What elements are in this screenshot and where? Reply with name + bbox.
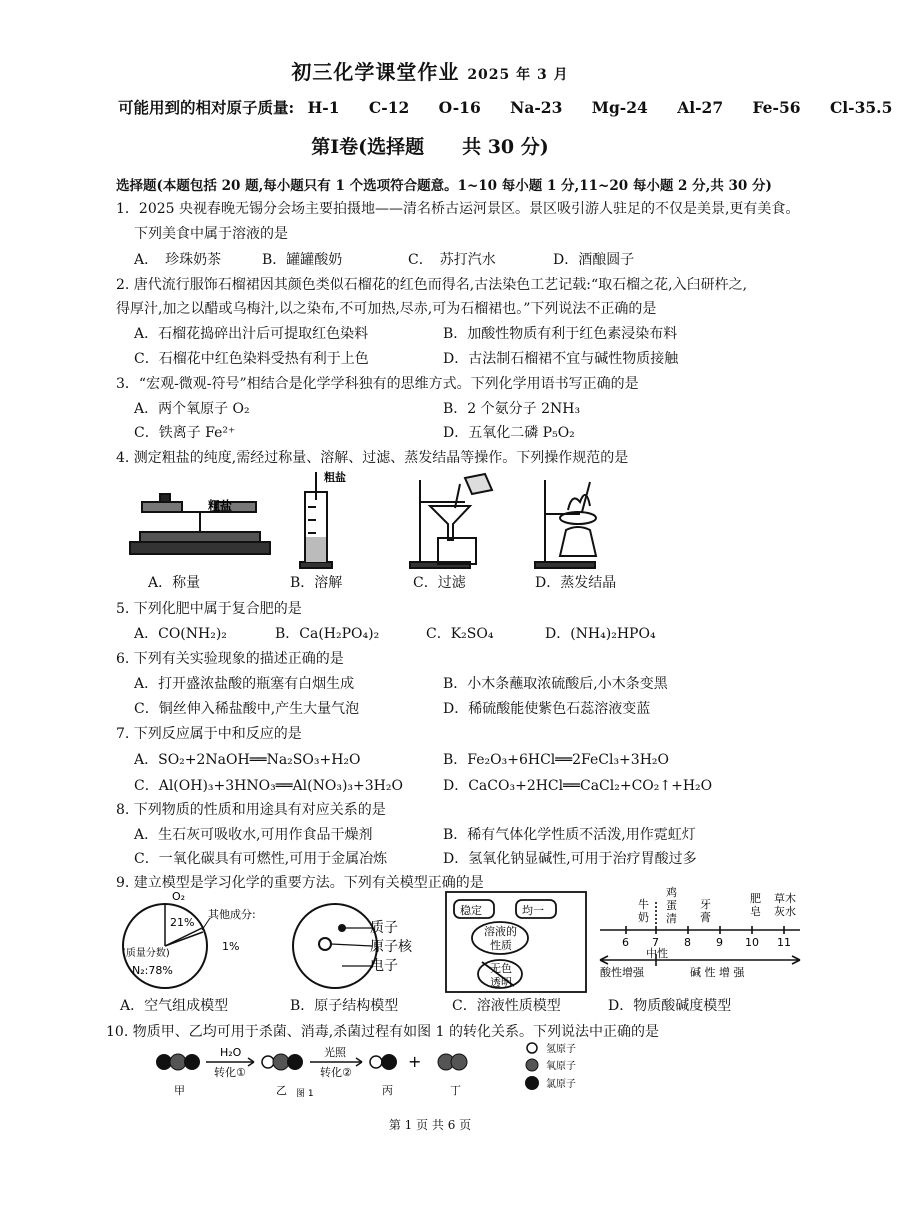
q6-stem: 6. 下列有关实验现象的描述正确的是 bbox=[116, 651, 344, 667]
q8-option-c[interactable]: C．一氧化碳具有可燃性,可用于金属冶炼 bbox=[134, 851, 388, 867]
air-label-other: 其他成分: bbox=[208, 908, 256, 921]
label-yi: 乙 bbox=[276, 1084, 287, 1097]
legend-hydrogen: 氢原子 bbox=[546, 1044, 576, 1055]
ph-label-ash1: 草木 bbox=[774, 892, 796, 905]
ph-label-paste2: 膏 bbox=[700, 911, 711, 924]
atom-label-proton: 质子 bbox=[370, 920, 398, 936]
arrow2-label-bottom: 转化② bbox=[320, 1066, 352, 1079]
solution-label-stable: 稳定 bbox=[460, 904, 482, 917]
q5-option-c[interactable]: C．K₂SO₄ bbox=[426, 626, 494, 642]
q7-option-a[interactable]: A．SO₂+2NaOH══Na₂SO₃+H₂O bbox=[134, 752, 361, 768]
ph-tick-10: 10 bbox=[745, 936, 759, 949]
mass-item: Cl-35.5 bbox=[829, 98, 893, 117]
q1-stem-line1: 1．2025 央视春晚无锡分会场主要拍摄地——清名桥古运河景区。景区吸引游人驻足的不仅是美景,更有美食。 bbox=[116, 201, 800, 217]
q7-stem: 7. 下列反应属于中和反应的是 bbox=[116, 726, 302, 742]
q4-stem: 4. 测定粗盐的纯度,需经过称量、溶解、过滤、蒸发结晶等操作。下列操作规范的是 bbox=[116, 450, 629, 466]
q2-stem-line2: 得厚汁,加之以醋或乌梅汁,以之染布,不可加热,尽赤,可为石榴裙也。”下列说法不正确的是 bbox=[116, 301, 657, 317]
q9-option-b[interactable]: B．原子结构模型 bbox=[290, 998, 399, 1014]
title-date: 2025 年 3 月 bbox=[467, 67, 569, 83]
q8-option-d[interactable]: D．氢氧化钠显碱性,可用于治疗胃酸过多 bbox=[443, 851, 697, 867]
ph-tick-7: 7 bbox=[652, 936, 659, 949]
molecule-jia bbox=[156, 1054, 200, 1070]
solution-label-prop1: 溶液的 bbox=[484, 925, 517, 938]
q1-option-a[interactable]: A． 珍珠奶茶 bbox=[134, 252, 222, 268]
atom-label-electron: 电子 bbox=[370, 958, 398, 974]
title-text: 初三化学课堂作业 bbox=[291, 60, 460, 84]
air-label-21: 21% bbox=[170, 916, 195, 929]
q5-option-b[interactable]: B．Ca(H₂PO₄)₂ bbox=[275, 626, 380, 642]
mass-item: C-12 bbox=[368, 98, 410, 117]
legend-oxygen: 氧原子 bbox=[546, 1061, 576, 1072]
q3-stem: 3．“宏观-微观-符号”相结合是化学学科独有的思维方式。下列化学用语书写正确的是 bbox=[116, 376, 639, 392]
q5-option-d[interactable]: D．(NH₄)₂HPO₄ bbox=[545, 626, 656, 642]
ph-label-paste1: 牙 bbox=[700, 898, 711, 911]
q6-option-a[interactable]: A．打开盛浓盐酸的瓶塞有白烟生成 bbox=[134, 676, 355, 692]
ph-label-acid: 酸性增强 bbox=[600, 966, 644, 979]
arrow2-label-top: 光照 bbox=[324, 1046, 346, 1059]
figure-caption: 图 1 bbox=[296, 1089, 314, 1099]
instructions: 选择题(本题包括 20 题,每小题只有 1 个选项符合题意。1~10 每小题 1 分,11~20 每小题 2 分,共 30 分) bbox=[116, 178, 772, 194]
cylinder-figure bbox=[300, 472, 332, 568]
ph-label-ash2: 灰水 bbox=[774, 905, 796, 918]
mass-item: O-16 bbox=[438, 98, 481, 117]
q9-option-a[interactable]: A．空气组成模型 bbox=[120, 998, 229, 1014]
q5-option-a[interactable]: A．CO(NH₂)₂ bbox=[134, 626, 227, 642]
mass-item: Mg-24 bbox=[591, 98, 648, 117]
q4-label-crude-salt-b: 粗盐 bbox=[324, 471, 346, 484]
q6-option-b[interactable]: B．小木条蘸取浓硫酸后,小木条变黑 bbox=[443, 676, 668, 692]
atom-legend bbox=[525, 1043, 539, 1090]
q4-option-d[interactable]: D．蒸发结晶 bbox=[535, 575, 617, 591]
q7-option-d[interactable]: D．CaCO₃+2HCl══CaCl₂+CO₂↑+H₂O bbox=[443, 778, 713, 794]
q1-option-c[interactable]: C． 苏打汽水 bbox=[408, 252, 496, 268]
mass-item: Na-23 bbox=[510, 98, 563, 117]
ph-label-egg3: 清 bbox=[666, 912, 677, 925]
q2-option-c[interactable]: C．石榴花中红色染料受热有利于上色 bbox=[134, 351, 369, 367]
q5-stem: 5. 下列化肥中属于复合肥的是 bbox=[116, 601, 302, 617]
q8-option-a[interactable]: A．生石灰可吸收水,可用作食品干燥剂 bbox=[134, 827, 373, 843]
molecule-yi bbox=[262, 1054, 303, 1070]
ph-label-egg2: 蛋 bbox=[666, 899, 677, 912]
label-bing: 丙 bbox=[382, 1084, 393, 1097]
q4-option-b[interactable]: B．溶解 bbox=[290, 575, 343, 591]
air-label-mass-fraction: (质量分数) bbox=[122, 948, 170, 959]
air-label-o2: O₂ bbox=[172, 890, 186, 903]
q4-option-c[interactable]: C．过滤 bbox=[413, 575, 466, 591]
q9-option-c[interactable]: C．溶液性质模型 bbox=[452, 998, 561, 1014]
q10-reaction-figure bbox=[150, 1040, 670, 1100]
q3-option-d[interactable]: D．五氧化二磷 P₅O₂ bbox=[443, 425, 575, 441]
balance-figure bbox=[130, 494, 270, 554]
q2-option-d[interactable]: D．古法制石榴裙不宜与碱性物质接触 bbox=[443, 351, 679, 367]
arrow1-label-bottom: 转化① bbox=[214, 1066, 246, 1079]
q9-option-d[interactable]: D．物质酸碱度模型 bbox=[608, 998, 732, 1014]
q2-stem-line1: 2. 唐代流行服饰石榴裙因其颜色类似石榴花的红色而得名,古法染色工艺记载:“取石榴之花,入臼研杵之, bbox=[116, 277, 748, 293]
q3-option-c[interactable]: C．铁离子 Fe²⁺ bbox=[134, 425, 236, 441]
ph-label-soap1: 肥 bbox=[750, 892, 761, 905]
mass-item: Al-27 bbox=[677, 98, 724, 117]
q2-option-a[interactable]: A．石榴花捣碎出汁后可提取红色染料 bbox=[134, 326, 369, 342]
ph-label-egg1: 鸡 bbox=[666, 886, 677, 899]
arrow1-label-top: H₂O bbox=[220, 1046, 242, 1059]
q4-option-a[interactable]: A．称量 bbox=[148, 575, 201, 591]
ph-label-neutral: 中性 bbox=[646, 947, 668, 960]
ph-label-milk2: 奶 bbox=[638, 911, 649, 924]
q2-option-b[interactable]: B．加酸性物质有利于红色素浸染布料 bbox=[443, 326, 678, 342]
evaporation-figure bbox=[535, 480, 596, 568]
q8-stem: 8. 下列物质的性质和用途具有对应关系的是 bbox=[116, 802, 386, 818]
mass-item: H-1 bbox=[307, 98, 340, 117]
solution-label-uniform: 均一 bbox=[522, 904, 544, 917]
ph-tick-8: 8 bbox=[684, 936, 691, 949]
solution-label-transparent: 透明 bbox=[490, 976, 512, 989]
q4-lab-figures bbox=[120, 472, 720, 572]
q1-option-d[interactable]: D．酒酿圆子 bbox=[553, 252, 635, 268]
q1-stem-line2: 下列美食中属于溶液的是 bbox=[134, 226, 288, 242]
molecule-ding bbox=[438, 1054, 467, 1070]
solution-label-colorless: 无色 bbox=[490, 962, 512, 975]
ph-tick-11: 11 bbox=[777, 936, 791, 949]
ph-label-base: 碱 性 增 强 bbox=[690, 966, 745, 979]
section-heading: 第Ⅰ卷(选择题 共 30 分) bbox=[311, 136, 549, 158]
q9-model-figures bbox=[110, 888, 810, 998]
q7-option-b[interactable]: B．Fe₂O₃+6HCl══2FeCl₃+3H₂O bbox=[443, 752, 669, 768]
atom-label-nucleus: 原子核 bbox=[370, 939, 412, 955]
atomic-masses-line bbox=[118, 96, 914, 118]
label-ding: 丁 bbox=[450, 1084, 461, 1097]
air-label-1: 1% bbox=[222, 940, 240, 953]
ph-label-milk1: 牛 bbox=[638, 898, 649, 911]
plus-sign: + bbox=[408, 1052, 422, 1071]
page-footer: 第 1 页 共 6 页 bbox=[388, 1118, 472, 1132]
q9-stem: 9. 建立模型是学习化学的重要方法。下列有关模型正确的是 bbox=[116, 875, 484, 891]
ph-tick-6: 6 bbox=[622, 936, 629, 949]
masses-label: 可能用到的相对原子质量: bbox=[118, 98, 295, 117]
filtration-figure bbox=[410, 474, 492, 568]
q3-option-b[interactable]: B．2 个氨分子 2NH₃ bbox=[443, 401, 581, 417]
q10-stem: 10. 物质甲、乙均可用于杀菌、消毒,杀菌过程有如图 1 的转化关系。下列说法中正确的是 bbox=[106, 1024, 659, 1040]
legend-chlorine: 氯原子 bbox=[546, 1079, 576, 1090]
atom-structure-model bbox=[293, 904, 377, 988]
q6-option-c[interactable]: C．铜丝伸入稀盐酸中,产生大量气泡 bbox=[134, 701, 360, 717]
solution-label-prop2: 性质 bbox=[490, 939, 512, 952]
q6-option-d[interactable]: D．稀硫酸能使紫色石蕊溶液变蓝 bbox=[443, 701, 651, 717]
q8-option-b[interactable]: B．稀有气体化学性质不活泼,用作霓虹灯 bbox=[443, 827, 696, 843]
page-title bbox=[0, 56, 860, 85]
q1-option-b[interactable]: B．罐罐酸奶 bbox=[262, 252, 343, 268]
q3-option-a[interactable]: A．两个氧原子 O₂ bbox=[134, 401, 250, 417]
ph-label-soap2: 皂 bbox=[750, 905, 761, 918]
q4-label-crude-salt-a: 粗盐 bbox=[208, 499, 233, 513]
mass-item: Fe-56 bbox=[752, 98, 801, 117]
label-jia: 甲 bbox=[174, 1084, 185, 1097]
air-label-n2: N₂:78% bbox=[132, 964, 173, 977]
ph-tick-9: 9 bbox=[716, 936, 723, 949]
molecule-bing bbox=[370, 1054, 397, 1070]
q7-option-c[interactable]: C．Al(OH)₃+3HNO₃══Al(NO₃)₃+3H₂O bbox=[134, 778, 403, 794]
